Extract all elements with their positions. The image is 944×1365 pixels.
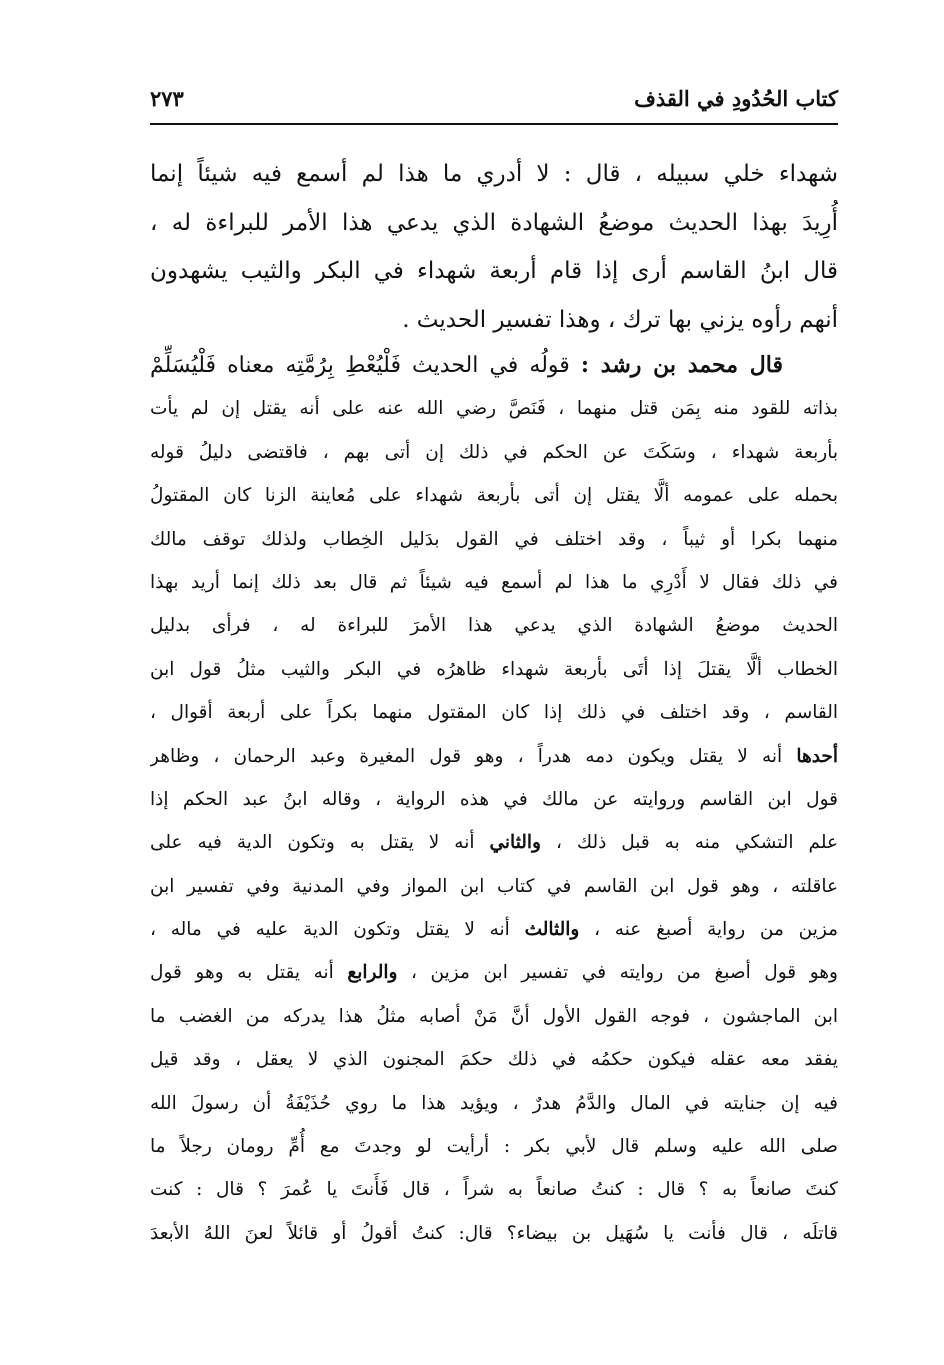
- text-line: [150, 735, 838, 778]
- page-header: [150, 82, 838, 122]
- running-title: كتاب الحُدُودِ في القذف: [634, 86, 838, 111]
- text-line: أُرِيدَ بهذا الحديث موضعُ الشهادة الذي يدعي هذا الأمر للبراءة له ،: [150, 209, 838, 236]
- page-number: ٢٧٣: [150, 86, 184, 111]
- text-segment: أنه لا يقتل به وتكون الدية فيه على: [150, 832, 475, 854]
- text-line: صلى الله عليه وسلم قال لأبي بكر : أرأيت لو وجدتَ مع أُمِّ رومان رجلاً ما: [150, 1136, 838, 1158]
- text-line: القاسم ، وقد اختلف في ذلك إذا كان المقتول منهما بكراً على أربعة أقوال ،: [150, 702, 838, 724]
- text-segment: أنه يقتل به وهو قول: [150, 962, 334, 984]
- text-line: قال ابنُ القاسم أرى إذا قام أربعة شهداء في البكر والثيب يشهدون: [150, 258, 838, 284]
- opinion-label-third: والثالث: [524, 919, 580, 941]
- text-line: بحمله على عمومه ألَّا يقتل إن أتى بأربعة شهداء على مُعاينة الزنا كان المقتولُ: [150, 485, 838, 507]
- text-segment: مزين من رواية أصبغ عنه ،: [594, 919, 838, 941]
- text-line: أنهم رأوه يزني بها ترك ، وهذا تفسير الحديث .: [402, 306, 838, 333]
- text-segment: أنه لا يقتل وتكون الدية عليه في ماله ،: [150, 919, 510, 941]
- text-line: منهما بكرا أو ثيباً ، وقد اختلف في القول بدَليل الخِطاب ولذلك توقف مالك: [150, 528, 838, 550]
- text-line: [150, 821, 838, 864]
- text-line: بذاته للقود منه بِمَن قتل منهما ، فَنَصَّ رضي الله عنه على أنه يقتل إن لم يأت: [150, 398, 838, 420]
- text-line: بأربعة شهداء ، وسَكَتَ عن الحكم في ذلك إن أتى بهم ، فاقتضى دليلُ قوله: [150, 441, 838, 463]
- text-line: [150, 908, 838, 951]
- text-line: كنتَ صانعاً به ؟ قال : كنتُ صانعاً به شراً ، قال فَأَنتَ يا عُمرَ ؟ قال : كنت: [150, 1179, 838, 1201]
- text-line: يفقد معه عقله فيكون حكمُه في ذلك حكمَ المجنون الذي لا يعقل ، وقد قيل: [150, 1049, 838, 1071]
- commentary-paragraph: [150, 344, 838, 1255]
- opinion-label-fourth: والرابع: [347, 962, 398, 984]
- text-line: في ذلك فقال لا أَدْرِي ما هذا لم أسمع فيه شيئاً ثم قال بعد ذلك إنما أريد بهذا: [150, 571, 838, 593]
- text-line: الحديث موضعُ الشهادة الذي يدعي هذا الأمرَ للبراءة له ، فرأى بدليل: [150, 615, 838, 637]
- text-line: شهداء خلي سبيله ، قال : لا أدري ما هذا لم أسمع فيه شيئاً إنما: [150, 161, 838, 187]
- header-rule: [150, 123, 838, 125]
- text-segment: أنه لا يقتل ويكون دمه هدراً ، وهو قول المغيرة وعبد الرحمان ، وظاهر: [150, 745, 783, 767]
- text-segment: قولُه في الحديث فَلْيُعْطِ بِرُمَّتِه معناه فَلْيُسَلِّمْ: [150, 353, 570, 378]
- text-line: ابن الماجشون ، فوجه القول الأول أنَّ مَنْ أصابه مثلُ هذا يدركه من الغضب ما: [150, 1005, 838, 1027]
- text-line: [150, 951, 838, 994]
- intro-paragraph: [150, 150, 838, 344]
- opinion-label-second: والثاني: [489, 832, 541, 854]
- text-line: عاقلته ، وهو قول ابن القاسم في كتاب ابن المواز وفي المدنية وفي تفسير ابن: [150, 875, 838, 897]
- text-segment: وهو قول أصبغ من روايته في تفسير ابن مزين ،: [411, 962, 838, 984]
- opinion-label-first: أحدها: [796, 745, 838, 767]
- text-line: [150, 344, 838, 387]
- text-line: قاتلَه ، قال فأنت يا سُهَيل بن بيضاء؟ قال: كنتُ أقولُ أو قائلاً لعنَ اللهُ الأبعدَ: [150, 1222, 838, 1244]
- text-line: فيه إن جنايته في المال والدَّمُ هدرٌ ، ويؤيد هذا ما روي حُذَيْفَةُ أن رسولَ الله: [150, 1092, 838, 1114]
- text-line: الخطاب ألَّا يقتلَ إذا أتَى بأربعة شهداء ظاهرُه في البكر والثيب مثلُ قول ابن: [150, 658, 838, 680]
- text-line: قول ابن القاسم وروايته عن مالك في هذه الرواية ، وقاله ابنُ عبد الحكم إذا: [150, 788, 838, 810]
- text-segment: علم التشكي منه به قبل ذلك ،: [555, 832, 838, 854]
- speaker-label: قال محمد بن رشد :: [580, 352, 783, 378]
